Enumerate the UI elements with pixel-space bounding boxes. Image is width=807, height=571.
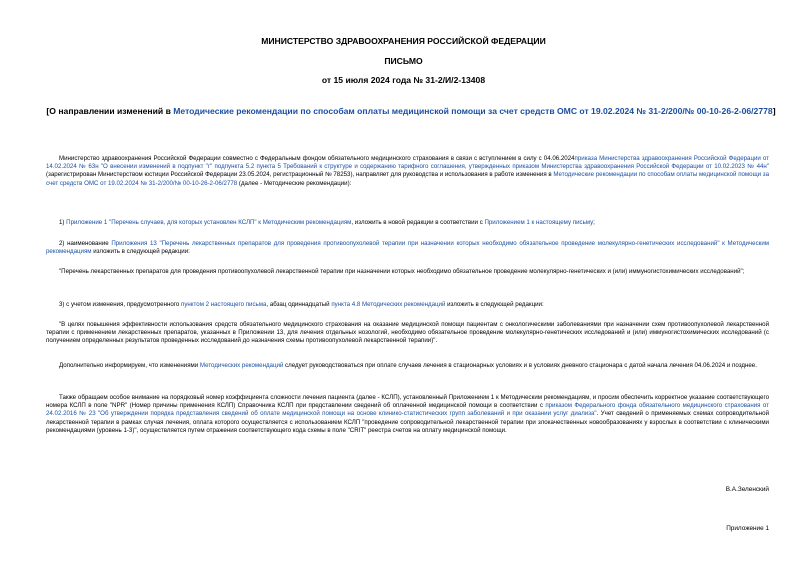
paragraph-item-1 bbox=[46, 219, 769, 227]
p5-text-3: изложить в следующей редакции: bbox=[445, 301, 544, 308]
link-order-ffoms-23[interactable]: приказом Федерального фонда обязательного медицинского страхования от 24.02.2016 № 23 "Об утверждении порядка представления сведений об оплате медицинской помощи на основе клинико-статистических групп заболеваний и при оказании услуг диализа" bbox=[46, 402, 769, 418]
p8-text-1: Также обращаем особое внимание на порядковый номер коэффициента сложности лечения пациента (далее - КСЛП), установленный Приложением 1 к Методическим рекомендациям, и просим обеспечить корректное указание соответствующего номера КСЛП в поле "NPR" (Номер причины применения КСЛП) Справочника КСЛП при представлении сведений об оплаченной медицинской помощи в соответствии с bbox=[46, 394, 769, 410]
link-point-2-letter[interactable]: пунктом 2 настоящего письма bbox=[181, 301, 267, 308]
p1-text-3: (далее - Методические рекомендации): bbox=[237, 179, 352, 187]
paragraph-kslp-attention bbox=[46, 394, 769, 435]
title-suffix: ] bbox=[772, 106, 776, 116]
document-date-number: от 15 июля 2024 года № 31-2/И/2-13408 bbox=[321, 75, 486, 85]
p8-text-2: . Учет сведений о применяемых схемах сопроводительной лекарственной терапии в рамках случая лечения, оплата которого осуществляется с использованием КСЛП "проведение сопроводительной лекарственной терапии при злокачественных новообразованиях у взрослых в соответствии с клиническими рекомендациями (уровень 1-3)", осуществляется путем отражения соответствующего кода схемы в поле "CRIT" реестра счетов на оплату медицинской помощи. bbox=[46, 410, 769, 434]
paragraph-quote-new-wording: "В целях повышения эффективности использования средств обязательного медицинского страхования на оказание медицинской помощи пациентам с онкологическими заболеваниями при назначении схем противоопухолевой лекарственной терапии с применением лекарственных препаратов, указанных в Приложении 13, для лечения отдельных нозологий, необходимо обязательное проведение молекулярно-генетических исследований и (или) иммуногистохимических исследований (с получением определенных результатов проведенных исследований до назначения схемы противоопухолевой лекарственной терапии)". bbox=[46, 321, 769, 345]
signature: В.А.Зеленский bbox=[725, 486, 769, 493]
p3-text-1: 2) наименование bbox=[59, 240, 112, 247]
link-methodical-recommendations[interactable]: Методические рекомендации по способам оплаты медицинской помощи за счет средств ОМС от 19.02.2024 № 31-2/200/№ 00-10-26-2-06/2778 bbox=[46, 171, 769, 187]
p2-text-1: 1) bbox=[59, 219, 67, 226]
paragraph-intro bbox=[46, 155, 769, 188]
paragraph-quote-appendix-title: "Перечень лекарственных препаратов для проведения противоопухолевой лекарственной терапии при назначении которых необходимо обязательное проведение молекулярно-генетических и (или) иммуногистохимических исследований"; bbox=[59, 268, 745, 275]
p5-text-2: , абзац одиннадцатый bbox=[266, 301, 332, 308]
title-prefix: [О направлении изменений в bbox=[46, 106, 174, 116]
document-title bbox=[46, 106, 776, 118]
p1-text-1: Министерство здравоохранения Российской Федерации совместно с Федеральным фондом обязательного медицинского страхования в связи с вступлением в силу с 04.06.2024 bbox=[59, 155, 575, 162]
p2-text-3: ; bbox=[593, 219, 595, 226]
link-appendix-13[interactable]: Приложения 13 "Перечень лекарственных препаратов для проведения противоопухолевой терапии при назначении которых необходимо обязательное проведение молекулярно-генетических исследований" к Методическим рекомендациям bbox=[46, 240, 770, 256]
link-appendix-1-kslp[interactable]: Приложение 1 "Перечень случаев, для которых установлен КСЛП" к Методическим рекомендациям bbox=[66, 219, 352, 226]
document-type: ПИСЬМО bbox=[384, 56, 423, 66]
p3-text-2: изложить в следующей редакции: bbox=[91, 248, 190, 256]
p2-text-2: , изложить в новой редакции в соответствии с bbox=[351, 219, 485, 226]
paragraph-item-2 bbox=[46, 240, 769, 256]
ministry-name: МИНИСТЕРСТВО ЗДРАВООХРАНЕНИЯ РОССИЙСКОЙ ФЕДЕРАЦИИ bbox=[261, 36, 546, 46]
paragraph-additional-info bbox=[46, 362, 769, 370]
p5-text-1: 3) с учетом изменения, предусмотренного bbox=[59, 301, 181, 308]
link-point-4-8[interactable]: пункта 4.8 Методических рекомендаций bbox=[331, 301, 446, 308]
appendix-label: Приложение 1 bbox=[726, 525, 769, 532]
p7-text-1: Дополнительно информируем, что изменениями bbox=[59, 362, 200, 369]
title-link-methodical-recommendations[interactable]: Методические рекомендации по способам оплаты медицинской помощи за счет средств ОМС от 19.02.2024 № 31-2/200/№ 00-10-26-2-06/2778 bbox=[173, 106, 773, 116]
link-order-minzdrav-63n[interactable]: приказа Министерства здравоохранения Российской Федерации от 14.02.2024 № 63н "О внесении изменений в подпункт "г" подпункта 5.2 пункта 5 Требований к структуре и содержанию тарифного соглашения, утвержденных приказом Министерства здравоохранения Российской Федерации от 10.02.2023 № 44н" bbox=[46, 155, 769, 171]
p7-text-2: следует руководствоваться при оплате случаев лечения в стационарных условиях и в условиях дневного стационара с датой начала лечения 04.06.2024 и позднее. bbox=[283, 362, 757, 369]
paragraph-item-3 bbox=[46, 301, 769, 309]
link-appendix-1-letter[interactable]: Приложением 1 к настоящему письму bbox=[484, 219, 594, 226]
p1-text-2: (зарегистрирован Министерством юстиции Российской Федерации 23.05.2024, регистрационный № 78253), направляет для руководства и использования в работе изменения в bbox=[46, 171, 554, 179]
link-methodical-recommendations-short[interactable]: Методических рекомендаций bbox=[199, 362, 284, 369]
